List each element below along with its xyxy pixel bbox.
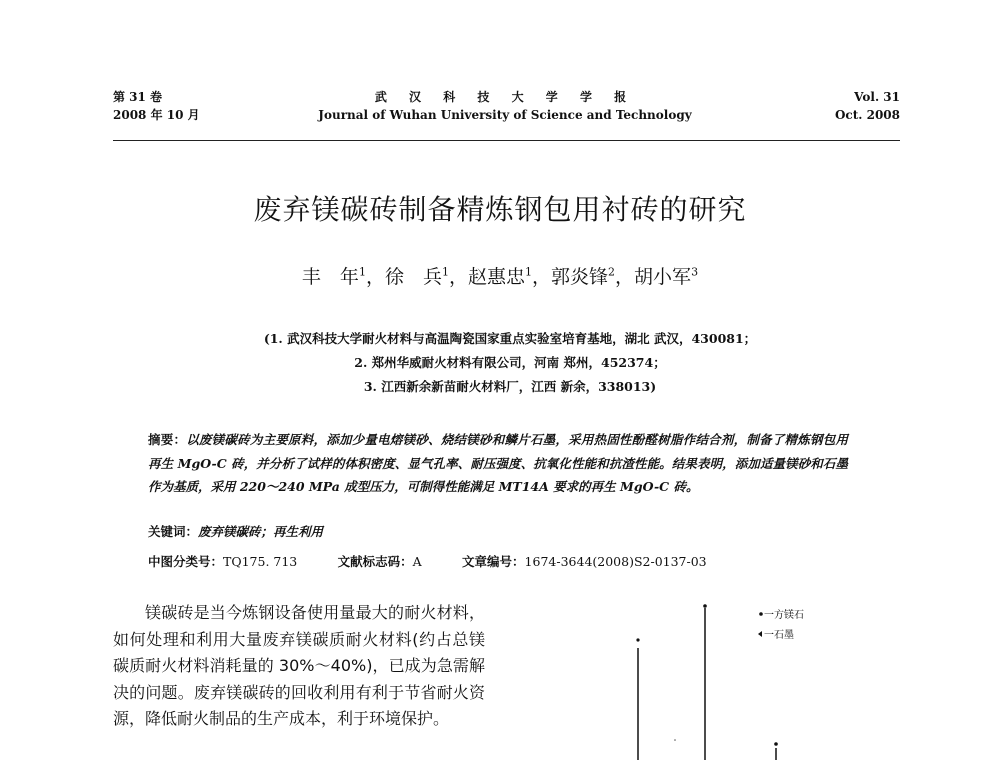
legend-item-periclase: 一方镁石	[764, 610, 804, 621]
header-left	[113, 88, 200, 124]
header-right	[835, 88, 900, 124]
keywords-label: 关键词：	[148, 524, 199, 539]
author-list: 丰 年$^1$，徐 兵$^1$，赵惠忠$^1$，郭炎锋$^2$，胡小军$^3$	[301, 265, 699, 288]
author: 赵惠忠$^1$	[467, 265, 532, 288]
plot-marker-dot	[674, 739, 676, 741]
legend-item-graphite: 一石墨	[764, 630, 794, 641]
date-cn: 2008 年 10 月	[113, 108, 200, 122]
date-en: Oct. 2008	[834, 108, 900, 122]
author: 丰 年$^1$	[301, 265, 366, 288]
journal-title-cn: 武 汉 科 技 大 学 学 报	[374, 90, 636, 104]
affiliation-2: 2. 郑州华威耐火材料有限公司，河南 郑州，452374；	[354, 355, 666, 370]
affiliation-3: 3. 江西新余新苗耐火材料厂，江西 新余，338013)	[363, 379, 657, 394]
article-number-label: 文章编号：	[462, 554, 525, 569]
paper-title: 废弃镁碳砖制备精炼钢包用衬砖的研究	[253, 193, 747, 226]
clc-value: TQ175. 713	[223, 554, 298, 569]
volume-en: Vol. 31	[854, 90, 900, 104]
author: 徐 兵$^1$	[384, 265, 449, 288]
header-rule	[113, 140, 900, 141]
journal-title-en: Journal of Wuhan University of Science and Technology	[318, 108, 692, 122]
keywords	[148, 522, 323, 540]
plot-marker-dot	[703, 604, 707, 608]
body-paragraph: 镁碳砖是当今炼钢设备使用量最大的耐火材料，如何处理和利用大量废弃镁碳质耐火材料(约占总镁碳质耐火材料消耗量的 30%～40%)，已成为急需解决的问题。废弃镁碳砖的回收利用有利于节省耐火资源，降低耐火制品的生产成本，利于环境保护。	[113, 603, 485, 728]
clc-label: 中图分类号：	[148, 554, 224, 569]
header-center	[300, 88, 710, 124]
author: 郭炎锋$^2$	[551, 265, 616, 288]
author: 胡小军$^3$	[634, 265, 699, 288]
legend-marker-arrow	[758, 631, 762, 637]
legend-marker-dot	[759, 612, 763, 616]
article-number-value: 1674-3644(2008)S2-0137-03	[524, 554, 707, 569]
plot-marker-dot	[636, 638, 639, 641]
figure-plot	[600, 600, 900, 760]
doc-code-value: A	[412, 554, 422, 569]
abstract-text: 以废镁碳砖为主要原料，添加少量电熔镁砂、烧结镁砂和鳞片石墨，采用热固性酚醛树脂作结合剂，制备了精炼钢包用再生 MgO-C 砖，并分析了试样的体积密度、显气孔率、耐压强度、抗氧化性能和抗渣性能。结果表明，添加适量镁砂和石墨作为基质，采用 220～240 MPa 成型压力，可制得性能满足 MT14A 要求的再生 MgO-C 砖。	[148, 432, 848, 494]
keywords-text: 废弃镁碳砖；再生利用	[198, 524, 324, 539]
volume-cn: 第 31 卷	[113, 90, 163, 104]
abstract	[148, 428, 848, 499]
classification-line	[148, 552, 743, 570]
abstract-label: 摘要：	[148, 432, 187, 447]
doc-code-label: 文献标志码：	[337, 554, 413, 569]
plot-marker-dot	[774, 742, 778, 746]
affiliation-1: (1. 武汉科技大学耐火材料与高温陶瓷国家重点实验室培育基地，湖北 武汉，430081；	[263, 331, 757, 346]
